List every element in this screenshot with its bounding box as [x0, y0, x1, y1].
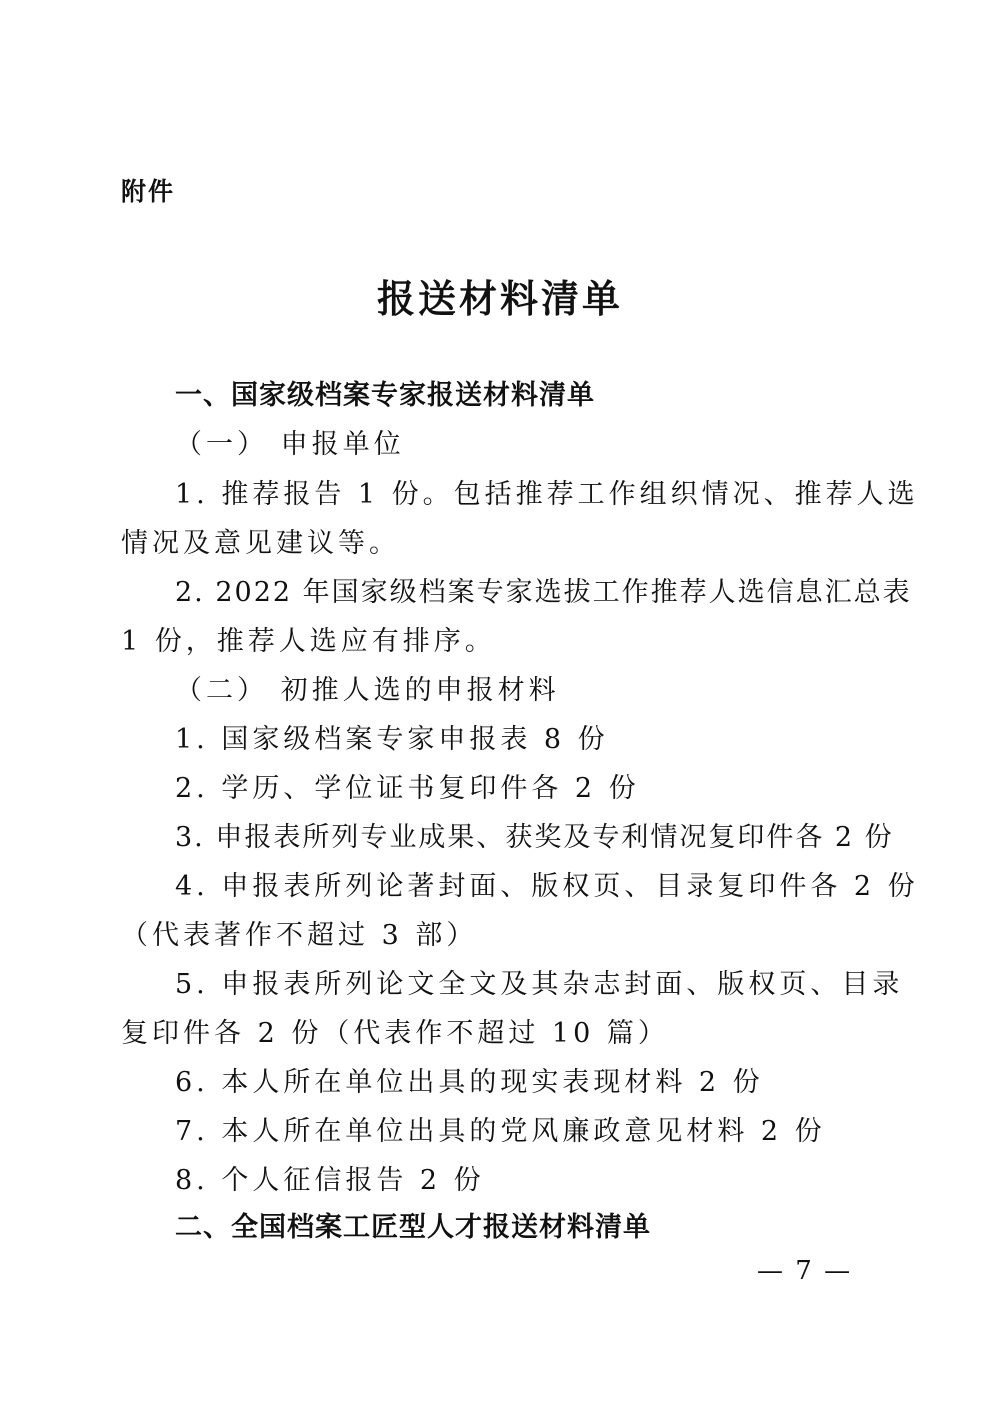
list-item: 1. 推荐报告 1 份。包括推荐工作组织情况、推荐人选 — [175, 479, 919, 510]
list-item-continuation: 1 份，推荐人选应有排序。 — [121, 626, 496, 657]
list-item: 4. 申报表所列论著封面、版权页、目录复印件各 2 份 — [175, 871, 919, 902]
list-item: 2. 2022 年国家级档案专家选拔工作推荐人选信息汇总表 — [175, 577, 912, 608]
section-1-heading: 一、国家级档案专家报送材料清单 — [175, 380, 595, 411]
list-item: 6. 本人所在单位出具的现实表现材料 2 份 — [175, 1067, 764, 1098]
list-item: 2. 学历、学位证书复印件各 2 份 — [175, 773, 640, 804]
section-2-heading: 二、全国档案工匠型人才报送材料清单 — [175, 1212, 651, 1243]
list-item: 1. 国家级档案专家申报表 8 份 — [175, 724, 609, 755]
list-item: 5. 申报表所列论文全文及其杂志封面、版权页、目录 — [175, 969, 904, 1000]
subsection-2-heading: （二） 初推人选的申报材料 — [175, 675, 560, 706]
list-item: 3. 申报表所列专业成果、获奖及专利情况复印件各 2 份 — [175, 822, 894, 853]
list-item-continuation: （代表著作不超过 3 部） — [121, 920, 478, 951]
list-item-continuation: 情况及意见建议等。 — [121, 528, 400, 559]
subsection-1-heading: （一） 申报单位 — [175, 429, 405, 460]
list-item: 8. 个人征信报告 2 份 — [175, 1165, 485, 1196]
page-title: 报送材料清单 — [376, 277, 623, 321]
list-item: 7. 本人所在单位出具的党风廉政意见材料 2 份 — [175, 1116, 826, 1147]
list-item-continuation: 复印件各 2 份（代表作不超过 10 篇） — [121, 1018, 669, 1049]
page-number: — 7 — — [757, 1256, 853, 1286]
attachment-label: 附件 — [121, 177, 176, 206]
